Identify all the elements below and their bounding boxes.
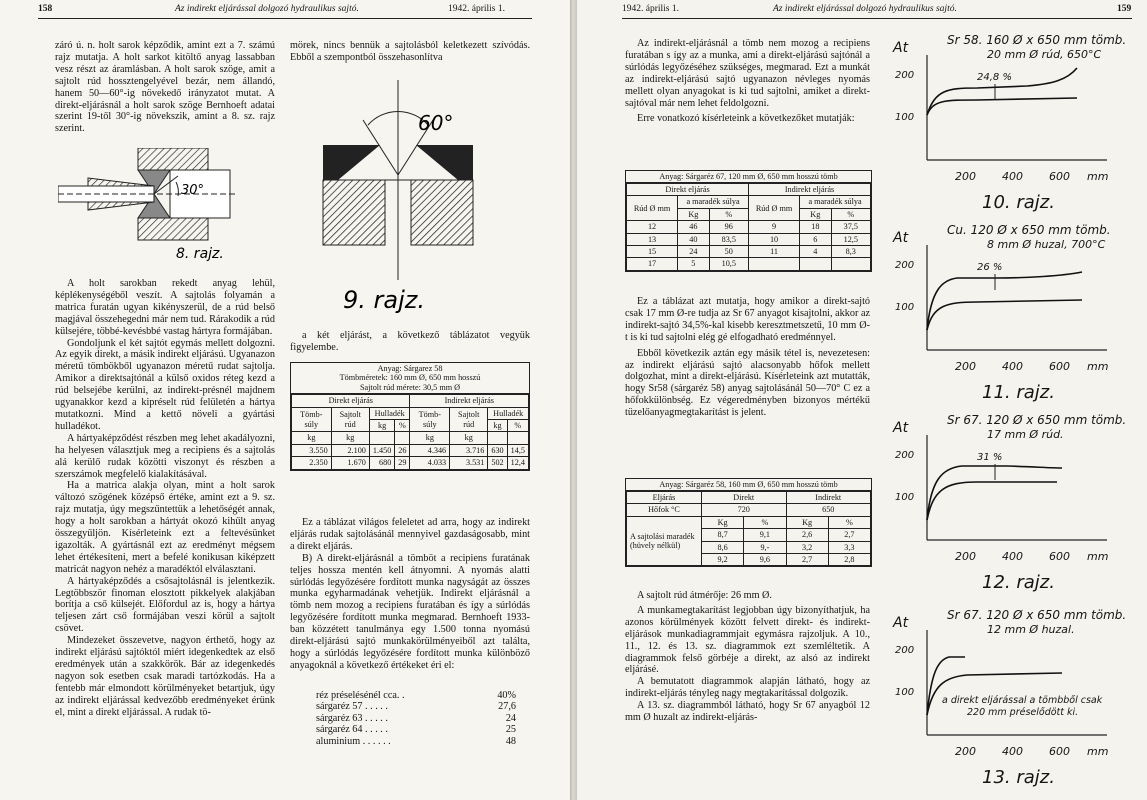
column-header: Hőfok °C (627, 504, 702, 516)
table-caption: Anyag: Sárgaréz 67, 120 mm Ø, 650 mm hosszú tömb (626, 171, 871, 183)
table-cell: 9,- (744, 541, 786, 553)
diagram-title: Sr 67. 120 Ø x 650 mm tömb. (947, 413, 1127, 427)
table-row (627, 258, 871, 270)
y-tick-label: 200 (895, 450, 915, 461)
unit-header: % (828, 516, 870, 528)
table-cell (800, 258, 831, 270)
diagram-title: Sr 67. 120 Ø x 650 mm tömb. (947, 608, 1127, 622)
table-cell (748, 258, 799, 270)
table-cell: 2,8 (828, 554, 870, 566)
unit-header: kg (292, 432, 332, 444)
diagram-10 (887, 30, 1137, 215)
friction-list (316, 690, 516, 747)
table-cell: 12 (627, 221, 678, 233)
table-cell: 2.100 (331, 444, 369, 456)
paragraph: A 13. sz. diagrammból látható, hogy Sr 67 anyagból 12 mm Ø huzalt az indirekt-eljárás- (625, 700, 870, 724)
figure-9-drawing (318, 80, 498, 320)
table-cell: 12,5 (831, 233, 870, 245)
y-axis-label: At (893, 230, 909, 246)
data-table-3 (625, 478, 872, 567)
diagram-title: Cu. 120 Ø x 650 mm tömb. (947, 223, 1111, 237)
table-cell: 13 (627, 233, 678, 245)
paragraph: B) A direkt-eljárásnál a tömböt a recipiens furatának teljes hossza mentén kell átnyomni. A nyomás alatti súrlódás legyőzésére fordított munka nagyságát az összes munka egyharmadának vehetjük. Indirekt eljárásnál a tömb nem mozog a recipiens furatában és így a súrlódás legyőzésére fordított munka megmarad. Bernhoeft 1933-ban közzétett tanulmánya egy 1.500 tonna nyomású direkt-eljárású sajtó munkakörülményeiből azt találta, hogy a súrlódás legyőzésére fordított munka különböző anyagoknál a következő értékeket éri el: (290, 552, 530, 671)
table-cell: 4 (800, 246, 831, 258)
x-tick-label: 400 (1002, 170, 1023, 183)
table-caption: Anyag: Sárgaréz 58, 160 mm Ø, 650 mm hosszú tömb (626, 479, 871, 491)
paragraph: Ez a táblázat azt mutatja, hogy amikor a direkt-sajtó csak 17 mm Ø-re tudja az Sr 67 anyagot kisajtolni, akkor az indirekt-sajtó 34,5%-kal kisebb keresztmetszetű, 10 mm Ø-t is ki tud sajtolni elég gé elfogadható eredménnyel. (625, 296, 870, 343)
table (626, 183, 871, 271)
x-tick-label: 600 (1049, 170, 1070, 183)
x-tick-label: 600 (1049, 360, 1070, 373)
x-tick-label: 200 (955, 745, 976, 758)
table-cell: 720 (702, 504, 787, 516)
x-tick-label: 400 (1002, 360, 1023, 373)
unit-header: kg (369, 420, 394, 432)
table-cell: 6 (800, 233, 831, 245)
table-cell: 8,6 (702, 541, 744, 553)
table-cell: 29 (395, 457, 410, 469)
unit-header: kg (450, 432, 488, 444)
x-tick-label: 200 (955, 170, 976, 183)
column-group-header: Direkt eljárás (292, 395, 410, 407)
table-cell: 9,6 (744, 554, 786, 566)
paragraph: mörek, nincs bennük a sajtolásból keletkezett szívódás. Ebből a szempontból összehasonlítva (290, 40, 530, 63)
diagram-caption: 13. rajz. (982, 767, 1055, 788)
diagram-note: a direkt eljárással a tömbből csak (942, 695, 1103, 706)
diagram-note: 220 mm préselődött ki. (967, 707, 1079, 718)
table-intro (290, 330, 530, 354)
paragraph: A hártyaképződést részben meg lehet akadályozni, ha helyesen választjuk meg a recipiens és a sajtolás alá kerülő rudak közötti viszonyt és részben a szerszámok megfelelő kialakításával. (55, 432, 275, 480)
paragraph: Mindezeket összevetve, nagyon érthető, hogy az indirekt eljárású sajtóktól miért idegenkedtek az első eredmények után a szakkörök. Bár az idegenkedés nagyon sok esetben csak maradi tartózkodás. Ha a fentebb már elmondott körülményeket betartjuk, úgy az indirekt eljárással kedvezőbb eredményeket érünk el, mint a direkt eljárással. A rudak tö- (55, 635, 275, 718)
column-header: a maradék súlya (800, 196, 871, 208)
column-header: Hulladék (488, 407, 529, 419)
y-tick-label: 100 (895, 302, 915, 313)
issue-date: 1942. április 1. (622, 4, 679, 14)
table-row (292, 444, 529, 456)
list-item: réz préselésénél cca. . 40% (316, 690, 516, 701)
table-cell: 502 (488, 457, 507, 469)
column-header: Sajtolt rúd (450, 407, 488, 432)
table-cell: 1.670 (331, 457, 369, 469)
savings-label: 26 % (977, 262, 1003, 273)
table-cell: 10,5 (709, 258, 748, 270)
unit-header: kg (410, 432, 450, 444)
table-cell: 5 (678, 258, 709, 270)
table-row (627, 233, 871, 245)
table-cell: 9,1 (744, 529, 786, 541)
diagram-caption: 11. rajz. (982, 382, 1055, 403)
y-axis-label: At (893, 615, 909, 631)
table-cell: 8,3 (831, 246, 870, 258)
y-tick-label: 100 (895, 687, 915, 698)
diagram-12 (887, 410, 1137, 595)
table (291, 394, 529, 469)
table-row (627, 246, 871, 258)
unit-header: Kg (702, 516, 744, 528)
right-page (577, 0, 1147, 800)
x-tick-label: mm (1087, 170, 1109, 183)
y-axis-label: At (893, 420, 909, 436)
list-item: sárgaréz 57 . . . . . 27,6 (316, 701, 516, 713)
table-row (292, 457, 529, 469)
table-cell: 3,3 (828, 541, 870, 553)
text-column-bottom (625, 590, 870, 724)
table-cell: 11 (748, 246, 799, 258)
diagram-subtitle: 17 mm Ø rúd. (987, 428, 1064, 441)
table-cell: 680 (369, 457, 394, 469)
list-item: sárgaréz 63 . . . . . 24 (316, 712, 516, 724)
y-axis-label: At (893, 40, 909, 56)
column-header: Rúd Ø mm (748, 196, 799, 221)
paragraph: záró ú. n. holt sarok képződik, amint ezt a 7. számú rajz mutatja. A holt sarkot kitöltő anyag lassabban vesz részt az áramlásban. A holt sarok szöge, amit a sajtolt rúd hossztengelyével bezár, nem állandó, hanem 50—60°-ig növekedő irányzatot mutat. A direkt-eljárásnál a holt sarok szöge Bernhoeft adatai szerint 19-től 30°-ig növekszik, amint a 8. sz. rajz szerint. (55, 40, 275, 135)
unit-header: kg (331, 432, 369, 444)
column-header: a maradék súlya (678, 196, 749, 208)
table-cell: 650 (786, 504, 871, 516)
left-page (0, 0, 570, 800)
table-caption: Anyag: Sárgarez 58 Tömbméretek: 160 mm Ø, 650 mm hosszú Sajtolt rúd mérete: 30,5 mm Ø (291, 363, 529, 394)
table-cell: 2,6 (786, 529, 828, 541)
table-cell: 630 (488, 444, 507, 456)
table-cell: 9,2 (702, 554, 744, 566)
table-cell: 3.716 (450, 444, 488, 456)
table-cell: 9 (748, 221, 799, 233)
table-cell: 83,5 (709, 233, 748, 245)
figure-8 (58, 148, 278, 268)
figure-9-angle: 60° (418, 111, 454, 135)
x-tick-label: 600 (1049, 550, 1070, 563)
column-header: Hulladék (369, 407, 410, 419)
row-header: A sajtolási maradék (hüvely nélkül) (627, 516, 702, 566)
unit-header: Kg (800, 208, 831, 220)
column-header: Direkt (702, 492, 787, 504)
table-cell: 8,7 (702, 529, 744, 541)
indirect-curve (927, 482, 1057, 520)
right-column-bottom (290, 517, 530, 672)
x-tick-label: mm (1087, 550, 1109, 563)
unit-header: Kg (678, 208, 709, 220)
diagram-title: Sr 58. 160 Ø x 650 mm tömb. (947, 33, 1127, 47)
table (626, 491, 871, 566)
diagram-subtitle: 12 mm Ø huzal. (987, 623, 1075, 636)
table-cell: 2.350 (292, 457, 332, 469)
savings-label: 24,8 % (977, 72, 1012, 83)
paragraph: Ebből következik aztán egy másik tétel is, nevezetesen: az indirekt eljárású sajtó alacsonyabb hőfok mellett dolgozhat, mint a direkt-eljárású. Kísérleteink azt mutatták, hogy Sr58 (sárgaréz 58) anyag sajtolásánál 50—70° C ez a hőfokkülönbség. Ez végeredményben bizonyos mértékű tüzelőanyagmegtakarítást is jelent. (625, 347, 870, 419)
paragraph: A bemutatott diagrammok alapján látható, hogy az indirekt-eljárás tényleg nagy megtakarítással dolgozik. (625, 676, 870, 700)
data-table-2 (625, 170, 872, 272)
table-cell: 17 (627, 258, 678, 270)
direct-curve (927, 657, 965, 715)
table-cell: 2,7 (828, 529, 870, 541)
list-item: sárgaréz 64 . . . . . 25 (316, 724, 516, 736)
table-cell: 37,5 (831, 221, 870, 233)
table-cell: 96 (709, 221, 748, 233)
paragraph: A munkamegtakarítást legjobban úgy bizonyíthatjuk, ha azonos körülmények között felvett direkt- és indirekt-eljárások munkadiagrammjait egymásra rajzoljuk. A 10., 11., 12. és 13. sz. diagrammok ezt szemléltetik. A diagrammok felső görbéje a direkt, az alsó az indirekt eljárásé. (625, 604, 870, 676)
y-tick-label: 200 (895, 70, 915, 81)
running-header: Az indirekt eljárással dolgozó hydraulikus sajtó. (175, 4, 359, 14)
table-cell: 40 (678, 233, 709, 245)
table-row (627, 221, 871, 233)
header-rule (622, 18, 1132, 19)
table-cell: 4.346 (410, 444, 450, 456)
unit-header: Kg (786, 516, 828, 528)
page-number: 158 (38, 4, 53, 14)
figure-9-caption: 9. rajz. (343, 286, 425, 314)
text-column-middle (625, 296, 870, 419)
diagram-caption: 10. rajz. (982, 192, 1055, 213)
table-cell: 3,2 (786, 541, 828, 553)
table-cell: 50 (709, 246, 748, 258)
left-column-top (55, 40, 275, 135)
table-cell: 10 (748, 233, 799, 245)
x-tick-label: mm (1087, 745, 1109, 758)
unit-header: % (744, 516, 786, 528)
table-cell: 24 (678, 246, 709, 258)
indirect-curve (927, 300, 1082, 330)
paragraph: Ha a matrica alakja olyan, mint a holt sarok változó szögének középső értéke, amint ezt a 9. sz. rajz mutatja, úgy megszűntettük a lehetőségét annak, hogy a holt sarokban a hártyát okozó kihűlt anyag összegyűljön. Kísérleteink ezt a feltevésünket igazolták. A gyártásnál ezt az eredményt mégsem lehet értékesíteni, mert a befelé konikusan kiképzett matricát nagyon nehéz a maradéktól elválasztani. (55, 480, 275, 575)
paragraph: a két eljárást, a következő táblázatot vegyük figyelembe. (290, 330, 530, 353)
running-header: Az indirekt eljárással dolgozó hydraulikus sajtó. (773, 4, 957, 14)
column-group-header: Direkt eljárás (627, 184, 749, 196)
table-cell: 12,4 (507, 457, 528, 469)
unit-header: kg (488, 420, 507, 432)
header-rule (38, 18, 532, 19)
figure-8-caption: 8. rajz. (176, 246, 224, 262)
x-tick-label: 600 (1049, 745, 1070, 758)
diagram-13 (887, 605, 1137, 790)
unit-header: % (709, 208, 748, 220)
unit-header: % (831, 208, 870, 220)
column-header: Tömb-súly (410, 407, 450, 432)
paragraph: A sajtolt rúd átmérője: 26 mm Ø. (637, 590, 772, 601)
figure-8-angle: 30° (181, 183, 205, 198)
diagram-11 (887, 220, 1137, 405)
paragraph: Erre vonatkozó kísérleteink a következőket mutatják: (637, 113, 855, 125)
column-header: Tömb-súly (292, 407, 332, 432)
paragraph: A holt sarokban rekedt anyag lehül, képlékenységéből veszít. A sajtolás folyamán a matrica furatán ugyan kikényszerül, de a rúd belső magjával összehegedni már nem tud. Rárakodik a rúd külsejére, többé-kevésbbé vastag hártyra formájában. (55, 278, 275, 337)
book-gutter (570, 0, 577, 800)
paragraph: Az indirekt-eljárásnál a tömb nem mozog a recipiens furatában s így az a munka, ami a direkt-eljárású sajtónál a súrlódás legyőzéséhez szükséges, megmarad. Ezt a munkát az indirekt-eljárású sajtó ugyanazon névleges nyomás mellett olyan anyagokat is ki tud sajtolni, amiket a direkt-sajtóval már nem lehet feldolgozni. (625, 38, 870, 109)
paragraph: Ez a táblázat világos feleletet ad arra, hogy az indirekt eljárás rudak sajtolásánál mennyivel gazdaságosabb, mint a direkt eljárás. (290, 517, 530, 552)
x-tick-label: 200 (955, 360, 976, 373)
table-cell (831, 258, 870, 270)
right-column-top (290, 40, 530, 64)
table-cell: 15 (627, 246, 678, 258)
table-cell: 18 (800, 221, 831, 233)
unit-header: % (395, 420, 410, 432)
column-group-header: Indirekt eljárás (748, 184, 870, 196)
issue-date: 1942. április 1. (448, 4, 505, 14)
diagram-caption: 12. rajz. (982, 572, 1055, 593)
paragraph: A hártyaképződés a csősajtolásnál is jelentkezik. Legtöbbször finoman elosztott pikkelyek alakjában borítja a cső külsejét. Előfordul az is, hogy a hártya teljesen zárt cső formájában veszi körül a sajtolt csövet. (55, 575, 275, 635)
column-header: Eljárás (627, 492, 702, 504)
paragraph: Gondoljunk el két sajtót egymás mellett dolgozni. Az egyik direkt, a másik indirekt eljárású. Ugyanazon méretű tömbökből ugyanazon méretű rudat sajtolja. Amikor a direktsajtónál a külső oxidos réteg kezd a rúd belsejébe kerülni, az indirekt-présnél majdnem ugyanakkor kezd a kipréselt rúd felületén a hártya mutatkozni. Mind a kettő növeli a gyártási hulladékot. (55, 337, 275, 432)
y-tick-label: 100 (895, 492, 915, 503)
column-group-header: Indirekt eljárás (410, 395, 529, 407)
column-header: Sajtolt rúd (331, 407, 369, 432)
savings-label: 31 % (977, 452, 1003, 463)
table-cell: 26 (395, 444, 410, 456)
unit-header: % (507, 420, 528, 432)
column-header: Rúd Ø mm (627, 196, 678, 221)
page-number: 159 (1117, 4, 1132, 14)
left-column-bottom (55, 278, 275, 719)
indirect-curve (927, 98, 1077, 115)
diagram-subtitle: 20 mm Ø rúd, 650°C (987, 48, 1102, 61)
x-tick-label: 400 (1002, 550, 1023, 563)
table-cell: 4.033 (410, 457, 450, 469)
list-item: aluminium . . . . . . 48 (316, 735, 516, 747)
x-tick-label: mm (1087, 360, 1109, 373)
figure-8-drawing (58, 148, 278, 268)
x-tick-label: 200 (955, 550, 976, 563)
table-cell: 2,7 (786, 554, 828, 566)
column-header: Indirekt (786, 492, 871, 504)
data-table-1 (290, 362, 530, 471)
y-tick-label: 200 (895, 260, 915, 271)
table-cell: 1.450 (369, 444, 394, 456)
y-tick-label: 200 (895, 645, 915, 656)
table-cell: 46 (678, 221, 709, 233)
table-cell: 14,5 (507, 444, 528, 456)
figure-9 (318, 80, 498, 320)
diagram-subtitle: 8 mm Ø huzal, 700°C (987, 238, 1106, 251)
table-cell: 3.550 (292, 444, 332, 456)
text-column-top (625, 38, 870, 125)
table-cell: 3.531 (450, 457, 488, 469)
x-tick-label: 400 (1002, 745, 1023, 758)
y-tick-label: 100 (895, 112, 915, 123)
